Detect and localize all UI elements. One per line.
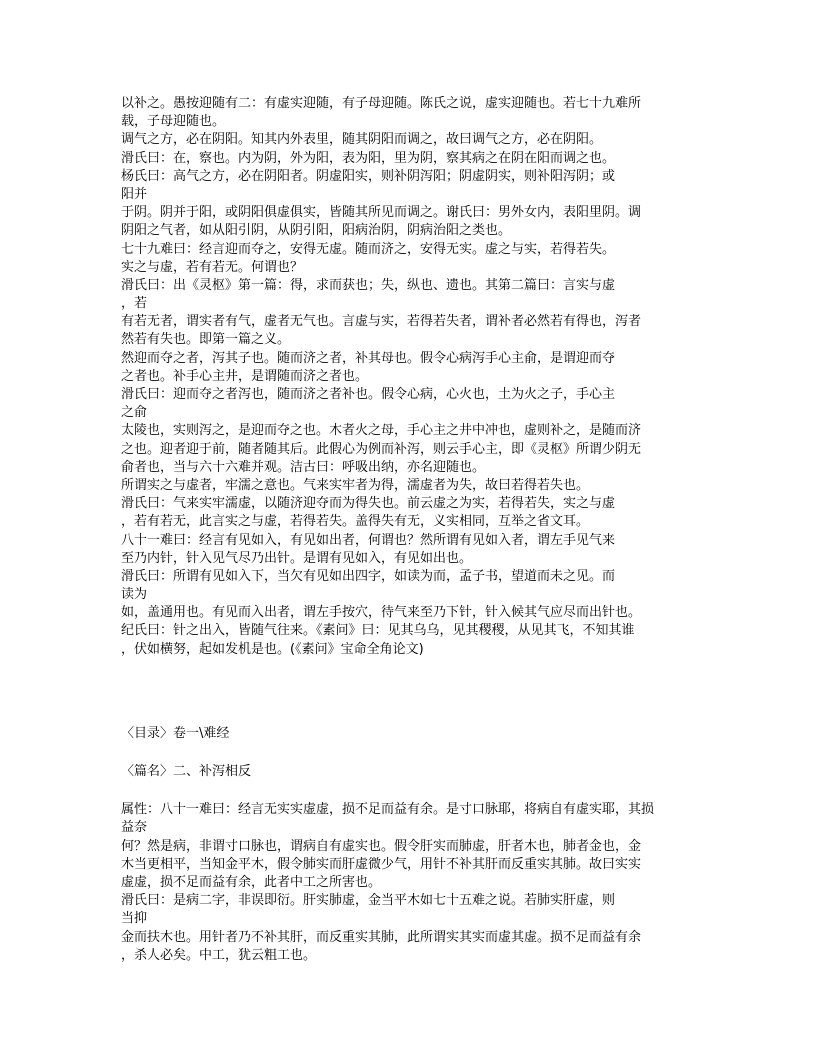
text-line: 滑氏曰：在，察也。内为阴，外为阳，表为阳，里为阴，察其病之在阴在阳而调之也。 [121, 150, 616, 166]
text-line: 属性：八十一难曰：经言无实实虚虚，损不足而益有余。是寸口脉耶，将病自有虚实耶，其损 [121, 802, 655, 818]
text-line: 滑氏曰：是病二字，非误即衍。肝实肺虚，金当平木如七十五难之说。若肺实肝虚，则 [121, 893, 616, 909]
text-line: 于阴。阴并于阳，或阴阳俱虚俱实，皆随其所见而调之。谢氏曰：男外女内，表阳里阴。调 [121, 205, 642, 221]
section-spacer [121, 781, 691, 801]
text-line: 阳并 [121, 186, 148, 202]
text-line: 至乃内针，针入见气尽乃出针。是谓有见如入，有见如出也。 [121, 550, 473, 566]
chapter-heading: 〈篇名〉二、补泻相反 [121, 764, 252, 779]
text-line: 阴阳之气者，如从阳引阴，从阴引阳，阳病治阴，阴病治阳之类也。 [121, 223, 512, 239]
text-block-main [121, 95, 691, 659]
text-line: 滑氏曰：出《灵枢》第一篇：得，求而获也；失，纵也、遗也。其第二篇曰：言实与虚 [121, 277, 616, 293]
text-line: 滑氏曰：迎而夺之者泻也，随而济之者补也。假令心病，心火也，土为火之子，手心主 [121, 387, 616, 402]
text-line: 虚虚，损不足而益有余，此者中工之所害也。 [121, 874, 382, 890]
text-block-chapter [121, 801, 691, 965]
text-line: 之俞 [121, 405, 148, 421]
text-line: 滑氏曰：气来实牢濡虚，以随济迎夺而为得失也。前云虚之为实，若得若失，实之与虚 [121, 496, 616, 512]
text-line: 当抑 [121, 911, 148, 927]
text-line: 然迎而夺之者，泻其子也。随而济之者，补其母也。假令心病泻手心主俞，是谓迎而夺 [121, 350, 616, 366]
catalog-heading: 〈目录〉卷一\难经 [121, 725, 230, 741]
text-line: 有若无者，谓实者有气，虚者无气也。言虚与实，若得若失者，谓补者必然若有得也，泻者 [121, 314, 642, 330]
text-line: 七十九难曰：经言迎而夺之，安得无虚。随而济之，安得无实。虚之与实，若得若失。 [121, 241, 616, 257]
text-line: 八十一难曰：经言有见如入，有见如出者，何谓也？然所谓有见如入者，谓左手见气来 [121, 532, 616, 548]
text-line: 滑氏曰：所谓有见如入下，当欠有见如出四字，如读为而，孟子书，望道而未之见。而 [121, 568, 616, 584]
text-line: 实之与虚，若有若无。何谓也？ [121, 259, 304, 275]
text-line: 金而扶木也。用针者乃不补其肝，而反重实其肺，此所谓实其实而虚其虚。损不足而益有余 [121, 929, 642, 945]
text-line: ，若有若无，此言实之与虚，若得若失。盖得失有无，义实相同，互举之省文耳。 [121, 514, 590, 530]
text-line: 木当更相平，当知金平木，假令肺实而肝虚微少气，用针不补其肝而反重实其肺。故曰实实 [121, 856, 642, 872]
text-line: 调气之方，必在阴阳。知其内外表里，随其阴阳而调之，故曰调气之方，必在阴阳。 [121, 132, 603, 148]
document-page [121, 95, 691, 965]
text-line: 载，子母迎随也。 [121, 114, 226, 130]
text-line: 读为 [121, 587, 148, 603]
text-line: ，若 [121, 296, 148, 312]
text-line: 杨氏曰：高气之方，必在阴阳者。阴虚阳实，则补阴泻阳；阴虚阴实，则补阳泻阴；或 [121, 168, 616, 184]
text-line: 如，盖通用也。有见而入出者，谓左手按穴，待气来至乃下针，针入候其气应尽而出针也。 [121, 605, 642, 621]
text-line: 益奈 [121, 820, 148, 836]
section-spacer [121, 743, 691, 763]
text-line: ，杀人必矣。中工，犹云粗工也。 [121, 947, 317, 963]
text-line: 然若有失也。即第一篇之义。 [121, 332, 291, 348]
text-line: 纪氏曰：针之出入，皆随气往来。《素问》曰：见其乌乌，见其稷稷，从见其飞，不知其谁 [121, 623, 635, 639]
text-line: 以补之。愚按迎随有二：有虚实迎随，有子母迎随。陈氏之说，虚实迎随也。若七十九难所 [121, 96, 642, 111]
section-spacer [121, 659, 691, 725]
text-line: 俞者也，当与六十六难并观。洁古曰：呼吸出纳，亦名迎随也。 [121, 459, 486, 475]
text-line: ，伏如横努，起如发机是也。(《素问》宝命全角论文) [121, 641, 424, 657]
text-line: 何？然是病，非谓寸口脉也，谓病自有虚实也。假令肝实而肺虚，肝者木也，肺者金也，金 [121, 838, 642, 854]
text-line: 所谓实之与虚者，牢濡之意也。气来实牢者为得，濡虚者为失，故曰若得若失也。 [121, 477, 590, 493]
text-line: 之也。迎者迎于前，随者随其后。此假心为例而补泻，则云手心主，即《灵枢》所谓少阴无 [121, 441, 642, 457]
text-line: 太陵也，实则泻之，是迎而夺之也。木者火之母，手心主之井中冲也，虚则补之，是随而济 [121, 423, 642, 439]
text-line: 之者也。补手心主井，是谓随而济之者也。 [121, 368, 369, 384]
